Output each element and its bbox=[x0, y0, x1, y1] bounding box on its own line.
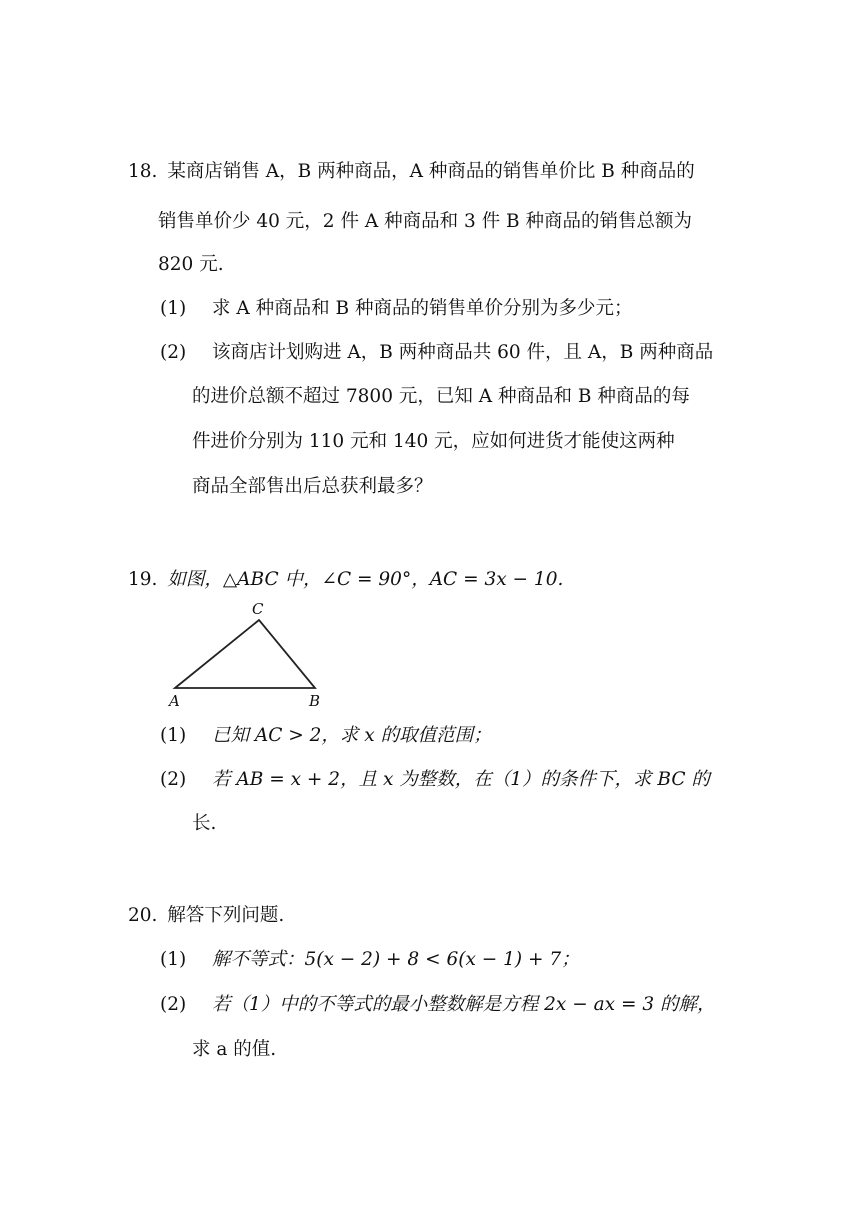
q20-text: 解答下列问题. bbox=[167, 905, 285, 926]
q19-sub1-num: (1) bbox=[160, 725, 187, 746]
q20-line-1 bbox=[128, 904, 284, 928]
q19-line-1 bbox=[128, 568, 563, 592]
q18-sub2-line-2: 的进价总额不超过 7800 元，已知 A 种商品和 B 种商品的每 bbox=[192, 386, 690, 407]
q18-line-3: 820 元. bbox=[158, 254, 224, 275]
q20-number: 20. bbox=[128, 905, 158, 926]
q18-sub2-line-1 bbox=[160, 341, 713, 365]
q19-number: 19. bbox=[128, 569, 158, 590]
q19-sub1 bbox=[160, 724, 492, 748]
q20-sub2-text-1: 若（1）中的不等式的最小整数解是方程 2x − ax = 3 的解， bbox=[212, 994, 716, 1015]
q18-sub1-text: 求 A 种商品和 B 种商品的销售单价分别为多少元； bbox=[212, 298, 633, 319]
q18-number: 18. bbox=[128, 161, 158, 182]
triangle-shape bbox=[175, 620, 315, 688]
q19-sub2-line-1 bbox=[160, 768, 710, 792]
q19-sub2-text-1: 若 AB = x + 2，且 x 为整数，在（1）的条件下，求 BC 的 bbox=[212, 769, 710, 790]
q18-sub1 bbox=[160, 297, 632, 321]
q20-sub1-num: (1) bbox=[160, 949, 187, 970]
q18-sub2-line-3: 件进价分别为 110 元和 140 元，应如何进货才能使这两种 bbox=[192, 431, 675, 452]
triangle-figure bbox=[165, 598, 335, 710]
q19-sub1-text: 已知 AC > 2，求 x 的取值范围； bbox=[212, 725, 492, 746]
q18-sub1-num: (1) bbox=[160, 298, 187, 319]
vertex-label-a: A bbox=[169, 692, 180, 710]
q18-sub2-num: (2) bbox=[160, 342, 187, 363]
q20-sub1-text: 解不等式：5(x − 2) + 8 < 6(x − 1) + 7； bbox=[212, 949, 580, 970]
q19-sub2-num: (2) bbox=[160, 769, 187, 790]
q18-line-2: 销售单价少 40 元，2 件 A 种商品和 3 件 B 种商品的销售总额为 bbox=[158, 211, 692, 232]
q18-sub2-line-4: 商品全部售出后总获利最多？ bbox=[192, 476, 433, 497]
q18-text-1: 某商店销售 A，B 两种商品，A 种商品的销售单价比 B 种商品的 bbox=[167, 161, 695, 182]
vertex-label-b: B bbox=[309, 692, 321, 710]
q19-sub2-line-2: 长. bbox=[192, 813, 217, 834]
q20-sub2-line-2: 求 a 的值. bbox=[192, 1039, 277, 1060]
q20-sub2-line-1 bbox=[160, 993, 716, 1017]
vertex-label-c: C bbox=[252, 600, 264, 618]
q18-sub2-text-1: 该商店计划购进 A，B 两种商品共 60 件，且 A，B 两种商品 bbox=[212, 342, 714, 363]
q19-text: 如图，△ABC 中，∠C = 90°，AC = 3x − 10. bbox=[167, 569, 564, 590]
q20-sub2-num: (2) bbox=[160, 994, 187, 1015]
q20-sub1 bbox=[160, 948, 580, 972]
q18-line-1 bbox=[128, 160, 695, 184]
